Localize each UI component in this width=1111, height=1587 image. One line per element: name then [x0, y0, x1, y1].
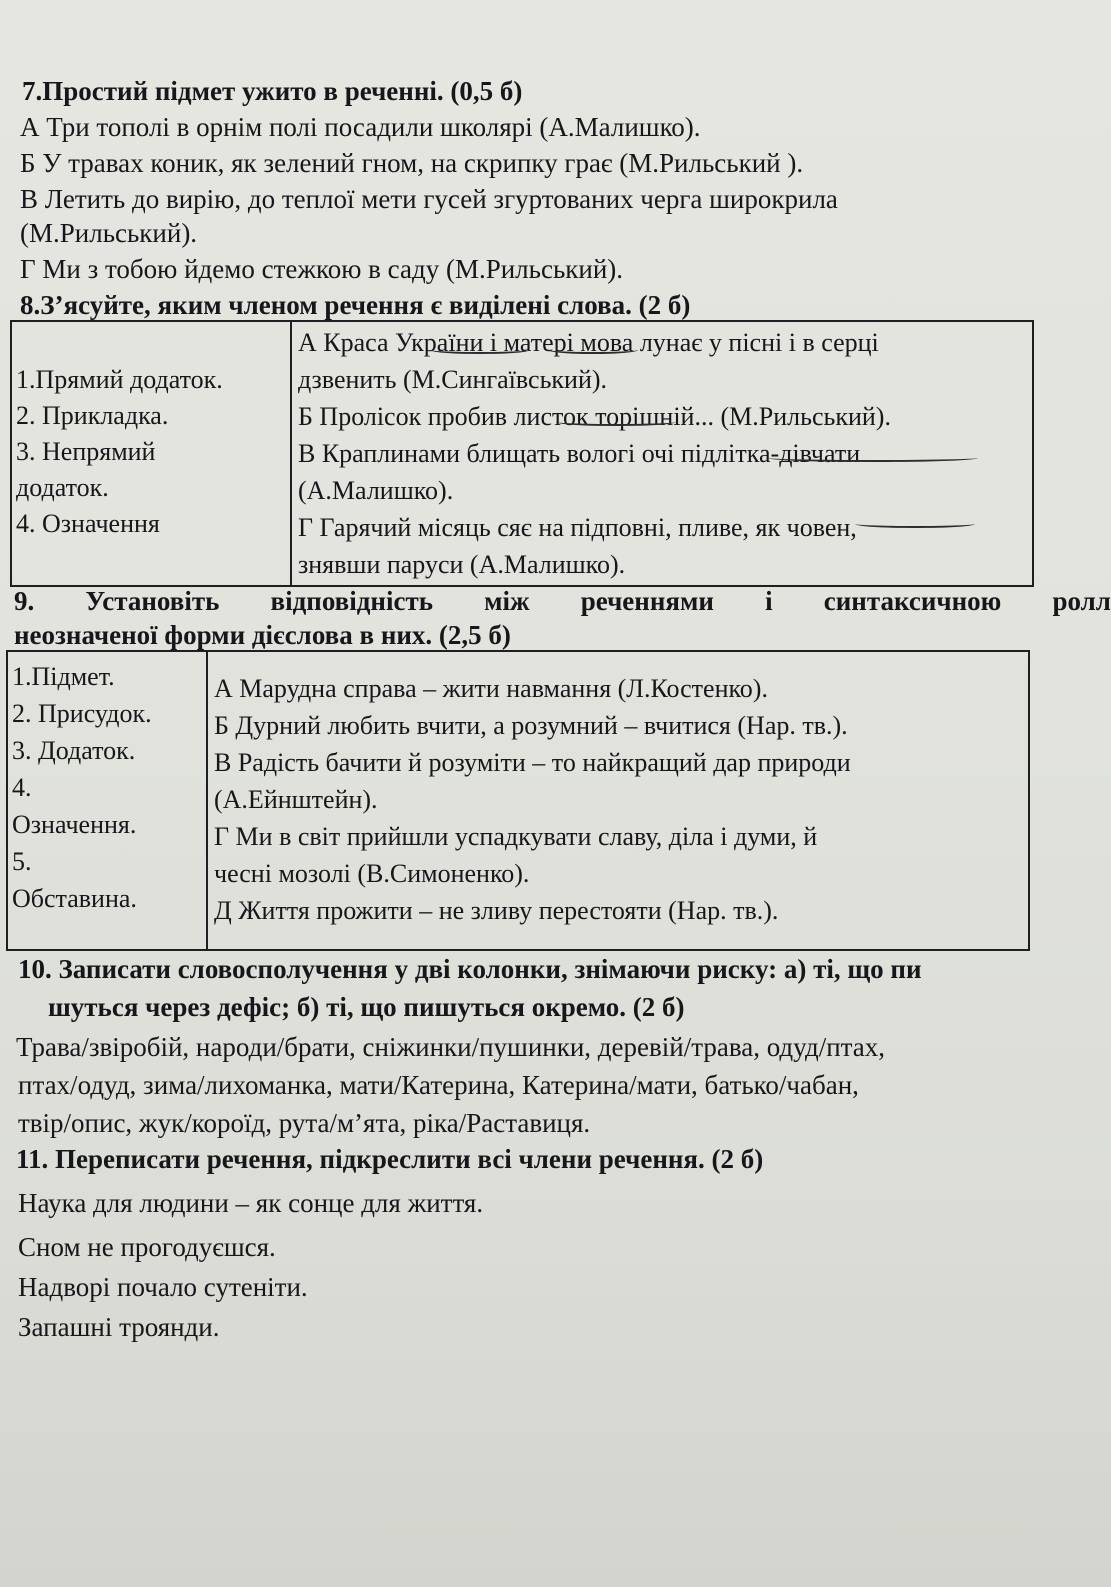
- q8-title: 8.З’ясуйте, яким членом речення є виділені слова. (2 б): [20, 290, 691, 320]
- q9-left-column: [7, 651, 207, 950]
- q9-left-item: Означення.: [12, 810, 137, 839]
- q9-left-item: 2. Присудок.: [12, 699, 152, 728]
- q9-title-word: 9.: [14, 586, 35, 616]
- q10-word-list-line: Трава/звіробій, народи/брати, сніжинки/пушинки, деревій/трава, одуд/птах,: [16, 1032, 886, 1062]
- handwritten-underline: [430, 346, 530, 354]
- q9-title-word: ролл: [1052, 586, 1111, 616]
- handwritten-underline: [768, 454, 978, 462]
- q7-option-v-cont: (М.Рильський).: [20, 218, 198, 248]
- q9-title-word: і: [765, 586, 773, 616]
- q11-sentence: Надворі почало сутеніти.: [18, 1272, 308, 1302]
- q9-title-line2: неозначеної форми дієслова в них. (2,5 б): [14, 620, 511, 650]
- q8-left-item: додаток.: [16, 473, 109, 502]
- q10-word-list-line: птах/одуд, зима/лихоманка, мати/Катерина, Катерина/мати, батько/чабан,: [18, 1070, 859, 1100]
- q8-right-item: дзвенить (М.Сингаївський).: [298, 365, 608, 394]
- q9-title-line1: [14, 584, 1111, 618]
- q7-option-v: В Летить до вирію, до теплої мети гусей згуртованих черга широкрила: [20, 184, 838, 214]
- q9-matching-table: [6, 650, 1030, 951]
- handwritten-underline: [548, 346, 638, 354]
- q8-left-item: 4. Означення: [16, 509, 160, 538]
- q10-title-line1: 10. Записати словосполучення у дві колонки, знімаючи риску: а) ті, що пи: [18, 954, 922, 984]
- q8-left-column: [11, 321, 291, 586]
- q8-right-item: (А.Малишко).: [298, 476, 454, 505]
- q9-right-item: В Радість бачити й розуміти – то найкращий дар природи: [214, 748, 851, 777]
- q9-title-word: Установіть: [85, 586, 220, 616]
- handwritten-underline: [556, 418, 676, 426]
- q11-title: 11. Переписати речення, підкреслити всі члени речення. (2 б): [16, 1144, 764, 1174]
- q7-option-a: А Три тополі в орнім полі посадили школярі (А.Малишко).: [20, 112, 701, 142]
- q9-title-word: синтаксичною: [823, 586, 1002, 616]
- handwritten-underline: [855, 520, 975, 528]
- q9-left-item: 4.: [12, 773, 32, 802]
- q9-right-column: [207, 651, 1029, 950]
- q9-title-word: реченнями: [580, 586, 714, 616]
- q7-option-b: Б У травах коник, як зелений гном, на скрипку грає (М.Рильський ).: [20, 148, 804, 178]
- q11-sentence: Запашні троянди.: [18, 1312, 220, 1342]
- q8-right-item: В Краплинами блищать вологі очі підлітка-дівчати: [298, 439, 861, 468]
- q7-option-g: Г Ми з тобою йдемо стежкою в саду (М.Рильський).: [20, 254, 624, 284]
- q8-right-item: Г Гарячий місяць сяє на підповні, пливе, як човен,: [298, 513, 857, 542]
- q11-sentence: Наука для людини – як сонце для життя.: [18, 1188, 484, 1218]
- q8-right-item: Б Пролісок пробив листок торішній... (М.Рильський).: [298, 402, 891, 431]
- q9-title-word: відповідність: [270, 586, 433, 616]
- q9-right-item: Д Життя прожити – не зливу перестояти (Нар. тв.).: [214, 896, 779, 925]
- q10-title-line2: шуться через дефіс; б) ті, що пишуться окремо. (2 б): [48, 992, 685, 1022]
- q8-left-item: 1.Прямий додаток.: [16, 365, 223, 394]
- q8-right-item: знявши паруси (А.Малишко).: [298, 550, 626, 579]
- q9-left-item: 1.Підмет.: [12, 662, 115, 691]
- q8-left-item: 2. Прикладка.: [16, 401, 169, 430]
- q9-title-word: між: [484, 586, 530, 616]
- q11-sentence: Сном не прогодуєшся.: [18, 1232, 276, 1262]
- q9-left-item: 5.: [12, 847, 32, 876]
- q9-right-item: Б Дурний любить вчити, а розумний – вчитися (Нар. тв.).: [214, 711, 848, 740]
- q9-right-item: чесні мозолі (В.Симоненко).: [214, 859, 530, 888]
- q9-right-item: (А.Ейнштейн).: [214, 785, 378, 814]
- q9-right-item: А Марудна справа – жити навмання (Л.Костенко).: [214, 674, 768, 703]
- q8-right-item: А Краса України і матері мова лунає у пісні і в серці: [298, 328, 879, 357]
- q10-word-list-line: твір/опис, жук/короїд, рута/м’ята, ріка/Раставиця.: [18, 1108, 591, 1138]
- q7-title: 7.Простий підмет ужито в реченні. (0,5 б): [22, 76, 523, 106]
- q8-left-item: 3. Непрямий: [16, 437, 156, 466]
- q9-left-item: 3. Додаток.: [12, 736, 136, 765]
- q9-left-item: Обставина.: [12, 884, 137, 913]
- q9-right-item: Г Ми в світ прийшли успадкувати славу, діла і думи, й: [214, 822, 818, 851]
